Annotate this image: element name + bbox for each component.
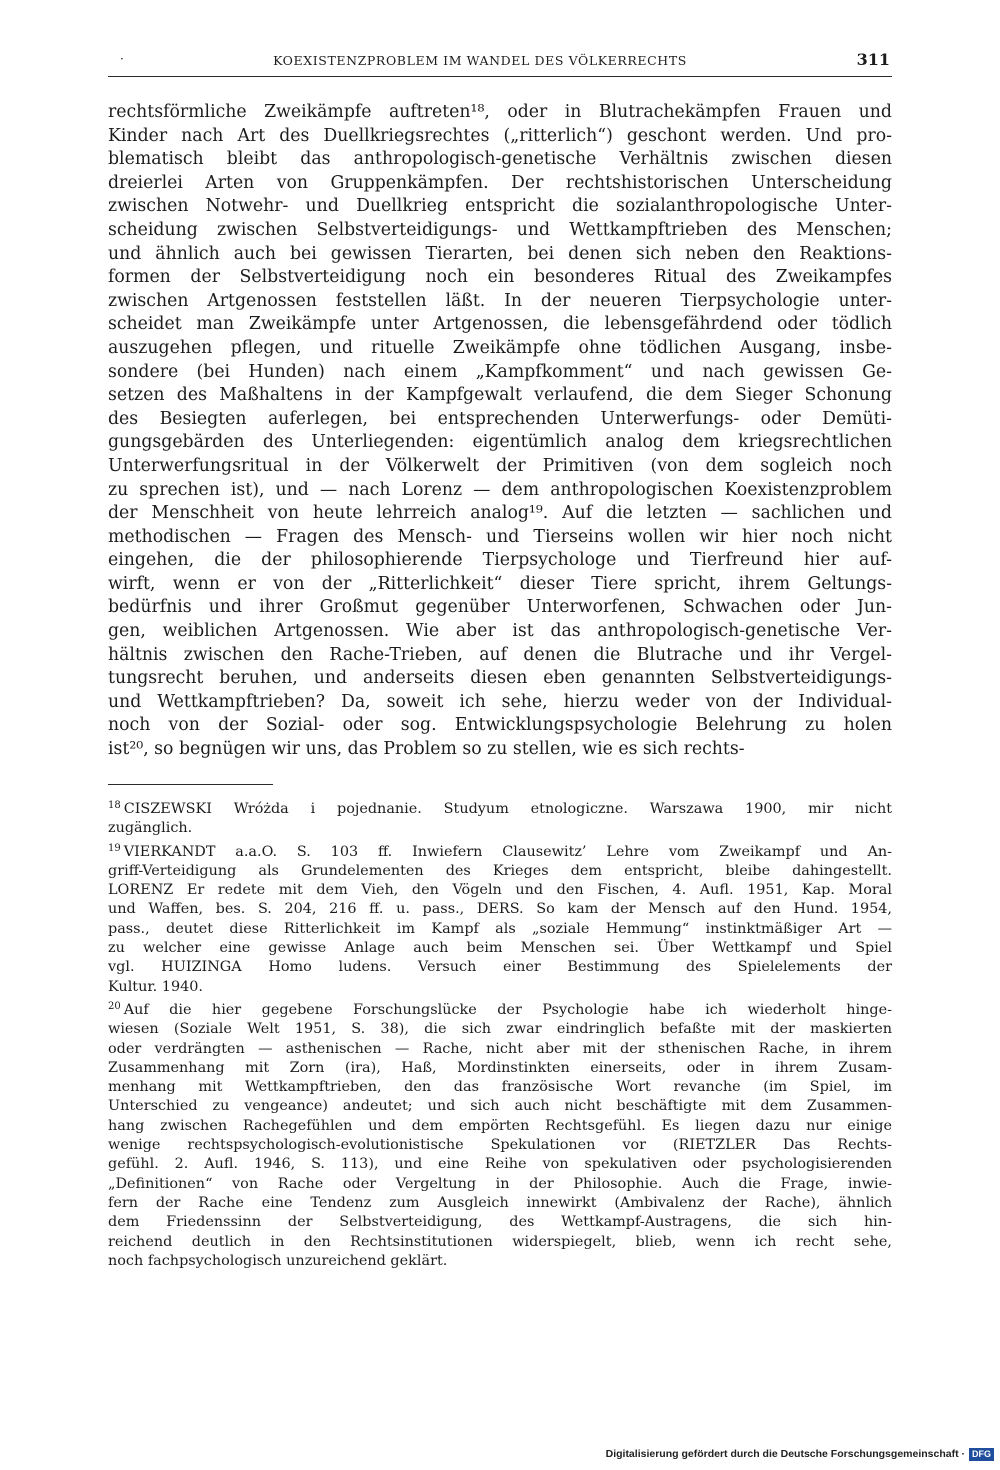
footnote-text: vgl. HUIZINGA Homo ludens. Versuch einer Bestimmung des Spielelements der [108, 959, 892, 976]
running-head-title: KOEXISTENZPROBLEM IM WANDEL DES VÖLKERRECHTS [273, 53, 687, 68]
digitization-credit [606, 1447, 994, 1461]
footnote-line [108, 1213, 892, 1232]
footnote-text: Zusammenhang mit Zorn (ira), Haß, Mordinstinkten einerseits, oder in ihrem Zusam- [108, 1059, 892, 1076]
body-line: noch von der Sozial- oder sog. Entwicklungspsychologie Belehrung zu holen [108, 715, 892, 736]
footnote-text: griff-Verteidigung als Grundelementen des Krieges dem entspricht, bleibe dahingestellt. [108, 862, 892, 879]
footnote-text: VIERKANDT a.a.O. S. 103 ff. Inwiefern Clausewitz’ Lehre vom Zweikampf und An- [123, 843, 892, 860]
body-line: bedürfnis und ihrer Großmut gegenüber Unterworfenen, Schwachen oder Jun- [108, 597, 892, 618]
footnote-separator-rule [108, 784, 273, 785]
body-line: scheidet man Zweikämpfe unter Artgenossen, die lebensgefährdend oder tödlich [108, 314, 892, 335]
footnote-line [108, 1175, 892, 1194]
body-line: rechtsförmliche Zweikämpfe auftreten¹⁸, oder in Blutrachekämpfen Frauen und [108, 102, 892, 122]
body-line: formen der Selbstverteidigung noch ein besonderes Ritual des Zweikampfes [108, 267, 892, 288]
body-line: zwischen Notwehr- und Duellkrieg entspricht die sozialanthropologische Unter- [108, 196, 892, 217]
footnote-text: Unterschied zu vengeance) andeutet; und sich auch nicht beschäftigte mit dem Zusammen- [108, 1098, 892, 1115]
body-line: des Besiegten auferlegen, bei entsprechenden Unterwerfungs- oder Demüti- [108, 408, 892, 429]
footnote-line [108, 1155, 892, 1174]
footnote-line [108, 1136, 892, 1155]
body-line: gen, weiblichen Artgenossen. Wie aber ist das anthropologisch-genetische Ver- [108, 621, 892, 642]
main-body-text [108, 101, 892, 762]
body-line: und ähnlich auch bei gewissen Tierarten, bei denen sich neben den Reaktions- [108, 243, 892, 264]
footnote-20 [108, 997, 892, 1271]
page-number: 311 [856, 50, 890, 69]
footnote-number: 19 [108, 842, 121, 854]
body-line: auszugehen pflegen, und rituelle Zweikämpfe ohne tödlichen Ausgang, insbe- [108, 337, 892, 358]
dfg-logo: DFG [969, 1448, 994, 1461]
footnote-text: hang zwischen Rachegefühlen und dem empörten Rechtsgefühl. Es liegen dazu nur einige [108, 1117, 892, 1134]
footnote-text: oder verdrängten — asthenischen — Rache, nicht aber mit der sthenischen Rache, in ihrem [108, 1040, 892, 1057]
footnote-line [108, 939, 892, 958]
footnote-text: Kultur. 1940. [108, 978, 203, 995]
footnote-text: pass., deutet diese Ritterlichkeit im Kampf als „soziale Hemmung“ instinktmäßiger Art — [108, 920, 892, 937]
footnote-19 [108, 839, 892, 997]
footnote-line [108, 1194, 892, 1213]
body-line: scheidung zwischen Selbstverteidigungs- und Wettkampftrieben des Menschen; [108, 219, 892, 240]
header-dot: · [120, 52, 124, 66]
footnote-line [108, 819, 892, 838]
footnote-line [108, 1078, 892, 1097]
footnote-text: „Definitionen“ von Rache oder Vergeltung in der Philosophie. Auch die Frage, inwie- [108, 1175, 892, 1192]
footnote-line [108, 900, 892, 919]
body-line: ist²⁰, so begnügen wir uns, das Problem so zu stellen, wie es sich rechts- [108, 739, 745, 760]
footnote-text: noch fachpsychologisch unzureichend geklärt. [108, 1252, 448, 1269]
body-line: setzen des Maßhaltens in der Kampfgewalt verlaufend, die dem Sieger Schonung [108, 385, 892, 406]
body-line: sondere (bei Hunden) nach einem „Kampfkomment“ und nach gewissen Ge- [108, 361, 892, 382]
footnote-line [108, 978, 892, 997]
footnote-text: menhang mit Wettkampftrieben, den das französische Wort revanche (im Spiel, im [108, 1079, 892, 1096]
footnote-text: wenige rechtspsychologisch-evolutionistische Spekulationen vor (RIETZLER Das Rechts- [108, 1137, 892, 1154]
footnotes-section [108, 796, 892, 1271]
body-line: zwischen Artgenossen feststellen läßt. In der neueren Tierpsychologie unter- [108, 290, 892, 311]
footnote-line [108, 958, 892, 977]
footnote-line [108, 1020, 892, 1039]
body-line: Kinder nach Art des Duellkriegsrechtes („ritterlich“) geschont werden. Und pro- [108, 125, 892, 146]
running-header [108, 50, 892, 77]
body-line: Unterwerfungsritual in der Völkerwelt der Primitiven (von dem sogleich noch [108, 455, 892, 476]
footnote-text: zu welcher eine gewisse Anlage auch beim Menschen sei. Über Wettkampf und Spiel [108, 940, 892, 957]
footnote-text: Auf die hier gegebene Forschungslücke der Psychologie habe ich wiederholt hinge- [123, 1001, 892, 1018]
footnote-line [108, 796, 892, 819]
footnote-text: zugänglich. [108, 820, 193, 837]
body-line: eingehen, die der philosophierende Tierpsychologe und Tierfreund hier auf- [108, 550, 892, 571]
footnote-line [108, 1097, 892, 1116]
footnote-text: fern der Rache eine Tendenz zum Ausgleich innewirkt (Ambivalenz der Rache), ähnlich [108, 1194, 892, 1211]
footnote-line [108, 862, 892, 881]
footnote-18 [108, 796, 892, 839]
footnote-number: 20 [108, 1000, 121, 1012]
footnote-text: reichend deutlich in den Rechtsinstitutionen widerspiegelt, blieb, wenn ich recht sehe, [108, 1233, 892, 1250]
body-line: blematisch bleibt das anthropologisch-genetische Verhältnis zwischen diesen [108, 149, 892, 170]
footnote-line [108, 920, 892, 939]
footnote-line [108, 881, 892, 900]
footnote-text: wiesen (Soziale Welt 1951, S. 38), die sich zwar eindringlich befaßte mit der maskierten [108, 1021, 892, 1038]
footnote-number: 18 [108, 800, 121, 811]
footnote-text: und Waffen, bes. S. 204, 216 ff. u. pass., DERS. So kam der Mensch auf den Hund. 1954, [108, 901, 892, 918]
footnote-line [108, 839, 892, 862]
body-line: zu sprechen ist), und — nach Lorenz — dem anthropologischen Koexistenzproblem [108, 479, 892, 500]
body-line: tungsrecht beruhen, und anderseits diesen eben genannten Selbstverteidigungs- [108, 668, 892, 689]
body-line: methodischen — Fragen des Mensch- und Tierseins wollen wir hier noch nicht [108, 526, 892, 547]
footnote-line [108, 1117, 892, 1136]
body-line: hältnis zwischen den Rache-Trieben, auf denen die Blutrache und ihr Vergel- [108, 644, 892, 665]
footnote-line [108, 1233, 892, 1252]
footnote-text: CISZEWSKI Wróżda i pojednanie. Studyum etnologiczne. Warszawa 1900, mir nicht [123, 801, 892, 817]
footnote-line [108, 1040, 892, 1059]
footnote-text: LORENZ Er redete mit dem Vieh, den Vögeln und den Fischen, 4. Aufl. 1951, Kap. Moral [108, 882, 892, 899]
footnote-line [108, 997, 892, 1020]
credit-text: Digitalisierung gefördert durch die Deutsche Forschungsgemeinschaft · [605, 1448, 965, 1460]
body-line: wirft, wenn er von der „Ritterlichkeit“ dieser Tiere spricht, ihrem Geltungs- [108, 573, 892, 594]
footnote-text: dem Friedenssinn der Selbstverteidigung, des Wettkampf-Austragens, die sich hin- [108, 1214, 892, 1231]
body-line: der Menschheit von heute lehrreich analog¹⁹. Auf die letzten — sachlichen und [108, 503, 892, 524]
footnote-line [108, 1252, 892, 1271]
footnote-line [108, 1059, 892, 1078]
body-line: dreierlei Arten von Gruppenkämpfen. Der rechtshistorischen Unterscheidung [108, 172, 892, 193]
footnote-text: gefühl. 2. Aufl. 1946, S. 113), und eine Reihe von spekulativen oder psychologisierenden [108, 1156, 892, 1173]
body-line: und Wettkampftrieben? Da, soweit ich sehe, hierzu weder von der Individual- [108, 691, 892, 712]
body-line: gungsgebärden des Unterliegenden: eigentümlich analog dem kriegsrechtlichen [108, 432, 892, 453]
